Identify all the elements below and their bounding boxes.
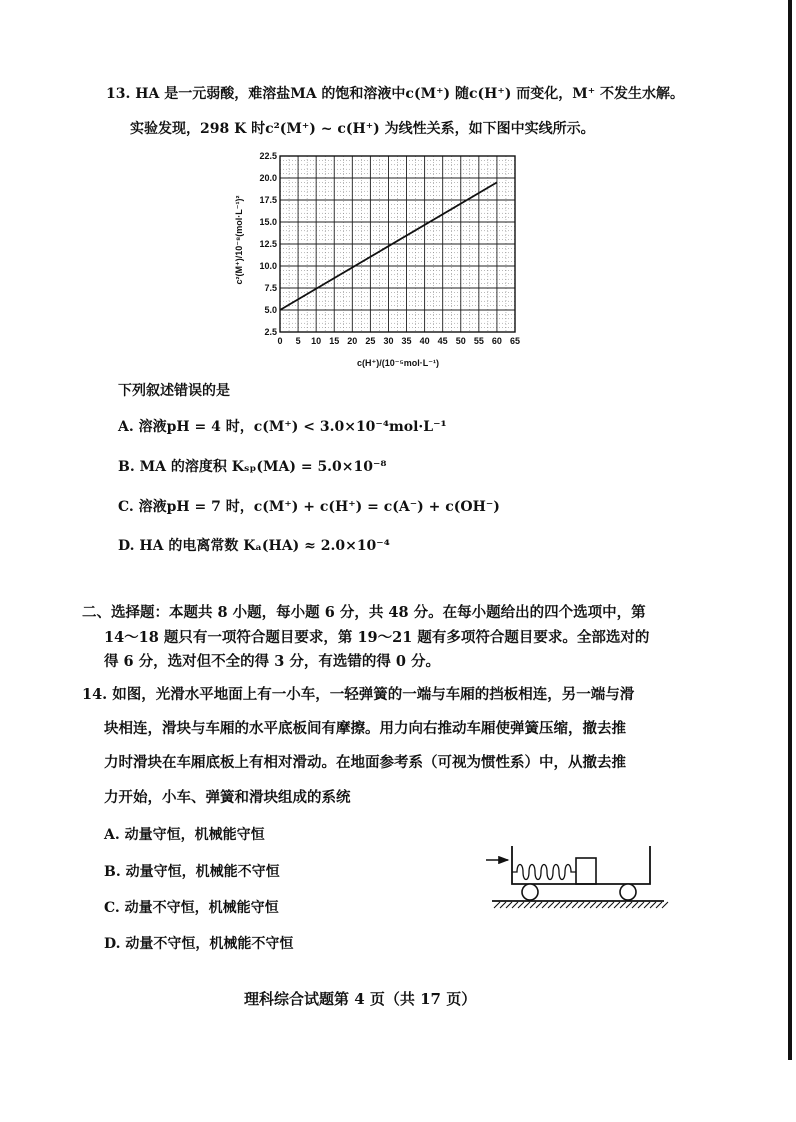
hatch-stroke: [632, 902, 638, 908]
hatch-stroke: [584, 902, 590, 908]
x-tick-label: 65: [509, 336, 521, 346]
q13-option-c[interactable]: C. 溶液pH = 7 时，c(M⁺) + c(H⁺) = c(A⁻) + c(OH⁻): [118, 499, 500, 515]
hatch-stroke: [650, 902, 656, 908]
q14-stem-line2: 块相连，滑块与车厢的水平底板间有摩擦。用力向右推动车厢使弹簧压缩，撤去推: [104, 720, 626, 737]
hatch-stroke: [530, 902, 536, 908]
y-tick-label: 10.0: [259, 261, 277, 271]
y-tick-label: 20.0: [259, 173, 277, 183]
chart-y-tick-labels: [259, 151, 277, 337]
hatch-stroke: [500, 902, 506, 908]
q13-option-b[interactable]: B. MA 的溶度积 Kₛₚ(MA) = 5.0×10⁻⁸: [118, 459, 387, 475]
hatch-stroke: [602, 902, 608, 908]
hatch-stroke: [560, 902, 566, 908]
chart-x-axis-label: c(H⁺)/(10⁻⁵mol·L⁻¹): [357, 358, 439, 368]
x-tick-label: 30: [383, 336, 394, 346]
x-tick-label: 25: [365, 336, 376, 346]
hatch-stroke: [608, 902, 614, 908]
hatch-stroke: [614, 902, 620, 908]
section2-line1: 二、选择题：本题共 8 小题，每小题 6 分，共 48 分。在每小题给出的四个选项中，第: [82, 604, 646, 621]
hatch-stroke: [590, 902, 596, 908]
q13-question: 下列叙述错误的是: [118, 383, 230, 399]
x-tick-label: 5: [295, 336, 301, 346]
y-tick-label: 2.5: [264, 327, 277, 337]
hatch-stroke: [542, 902, 548, 908]
hatch-stroke: [620, 902, 626, 908]
chart-y-axis-label: c²(M⁺)/10⁻⁸(mol·L⁻¹)²: [234, 195, 244, 285]
page-edge-rule: [788, 0, 792, 1060]
x-tick-label: 35: [401, 336, 412, 346]
q14-stem-line1: 14. 如图，光滑水平地面上有一小车，一轻弹簧的一端与车厢的挡板相连，另一端与滑: [82, 686, 635, 703]
x-tick-label: 55: [473, 336, 484, 346]
q14-option-b[interactable]: B. 动量守恒，机械能不守恒: [104, 864, 280, 880]
hatch-stroke: [596, 902, 602, 908]
x-tick-label: 50: [455, 336, 466, 346]
hatch-stroke: [494, 902, 500, 908]
hatch-stroke: [638, 902, 644, 908]
y-tick-label: 15.0: [259, 217, 277, 227]
q14-option-c[interactable]: C. 动量不守恒，机械能守恒: [104, 900, 279, 916]
y-tick-label: 12.5: [259, 239, 277, 249]
hatch-stroke: [548, 902, 554, 908]
section2-line2: 14～18 题只有一项符合题目要求，第 19～21 题有多项符合题目要求。全部选对的: [104, 629, 650, 646]
left-wheel: [522, 884, 538, 900]
y-tick-label: 7.5: [264, 283, 277, 293]
ground-hatch: [494, 902, 668, 908]
hatch-stroke: [518, 902, 524, 908]
q14-option-a[interactable]: A. 动量守恒，机械能守恒: [104, 827, 265, 843]
right-wheel: [620, 884, 636, 900]
hatch-stroke: [662, 902, 668, 908]
page-footer: 理科综合试题第 4 页（共 17 页）: [244, 990, 477, 1008]
y-tick-label: 5.0: [264, 305, 277, 315]
hatch-stroke: [656, 902, 662, 908]
slider-block: [576, 858, 596, 884]
hatch-stroke: [512, 902, 518, 908]
hatch-stroke: [536, 902, 542, 908]
q13-chart: [220, 140, 540, 380]
q14-cart-diagram: [484, 840, 674, 915]
spring: [512, 865, 576, 880]
x-tick-label: 60: [491, 336, 502, 346]
chart-x-tick-labels: [277, 336, 520, 346]
hatch-stroke: [626, 902, 632, 908]
hatch-stroke: [506, 902, 512, 908]
q14-stem-line4: 力开始，小车、弹簧和滑块组成的系统: [104, 789, 351, 806]
hatch-stroke: [524, 902, 530, 908]
q13-option-a[interactable]: A. 溶液pH = 4 时，c(M⁺) < 3.0×10⁻⁴mol·L⁻¹: [118, 419, 447, 435]
y-tick-label: 17.5: [259, 195, 277, 205]
section2-line3: 得 6 分，选对但不全的得 3 分，有选错的得 0 分。: [104, 653, 441, 670]
x-tick-label: 20: [347, 336, 358, 346]
y-tick-label: 22.5: [259, 151, 277, 161]
q13-stem-line2: 实验发现，298 K 时c²(M⁺) ~ c(H⁺) 为线性关系，如下图中实线所示。: [130, 121, 595, 137]
x-tick-label: 45: [437, 336, 448, 346]
x-tick-label: 15: [329, 336, 340, 346]
q14-stem-line3: 力时滑块在车厢底板上有相对滑动。在地面参考系（可视为惯性系）中，从撤去推: [104, 754, 626, 771]
hatch-stroke: [566, 902, 572, 908]
hatch-stroke: [554, 902, 560, 908]
hatch-stroke: [578, 902, 584, 908]
q13-option-d[interactable]: D. HA 的电离常数 Kₐ(HA) ≈ 2.0×10⁻⁴: [118, 538, 390, 554]
hatch-stroke: [644, 902, 650, 908]
hatch-stroke: [572, 902, 578, 908]
x-tick-label: 10: [311, 336, 322, 346]
q14-option-d[interactable]: D. 动量不守恒，机械能不守恒: [104, 936, 294, 952]
x-tick-label: 40: [419, 336, 430, 346]
chart-grid: [280, 156, 515, 332]
x-tick-label: 0: [277, 336, 283, 346]
q13-stem-line1: 13. HA 是一元弱酸，难溶盐MA 的饱和溶液中c(M⁺) 随c(H⁺) 而变化，M⁺ 不发生水解。: [106, 86, 684, 102]
